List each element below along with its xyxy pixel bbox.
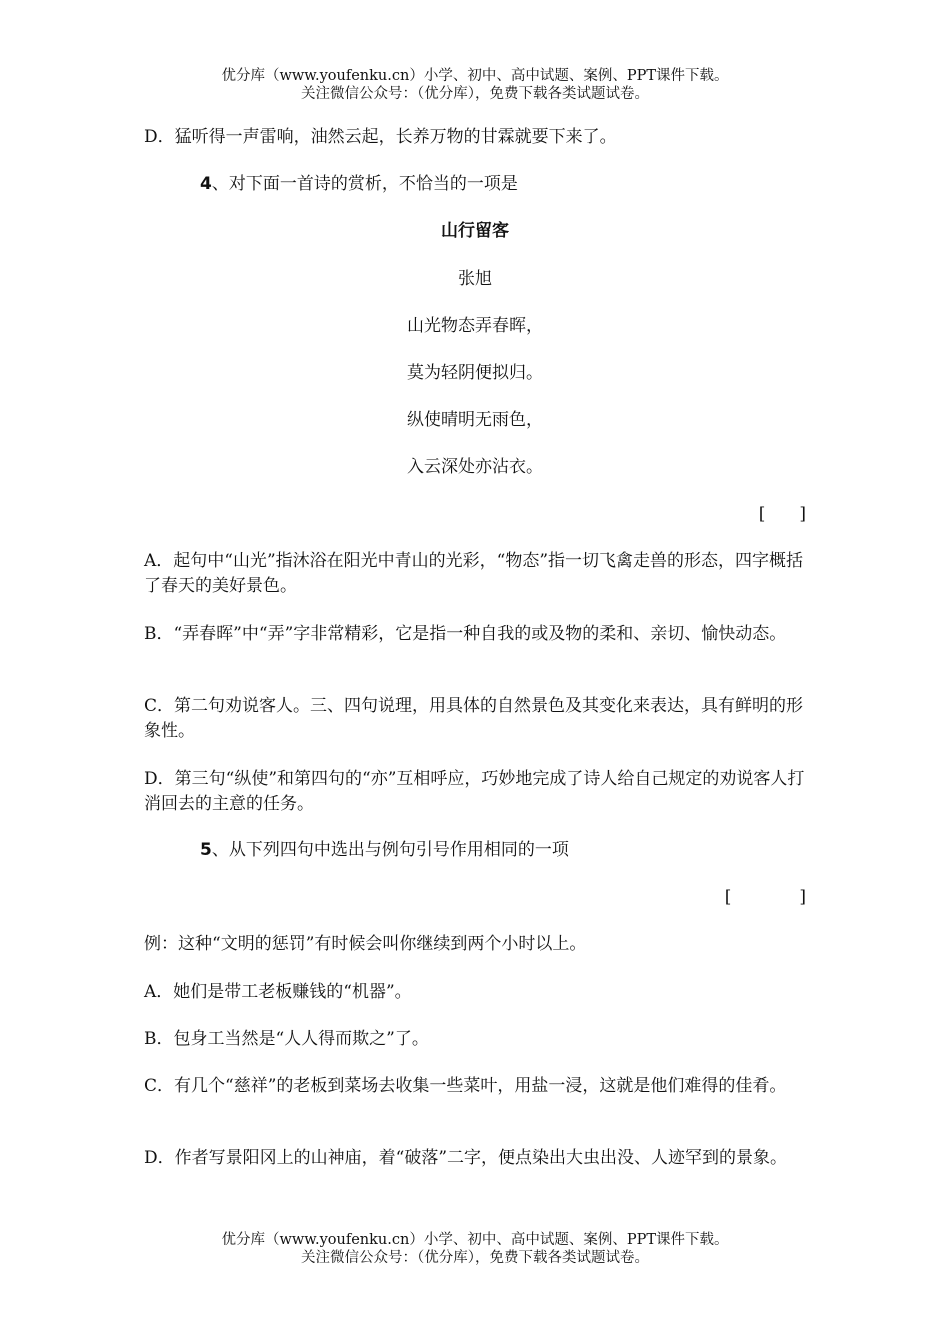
page-footer-line-1: 优分库（www.youfenku.cn）小学、初中、高中试题、案例、PPT课件下载。 — [221, 1232, 729, 1248]
page-header-line-2: 关注微信公众号：（优分库），免费下载各类试题试卷。 — [301, 86, 649, 102]
question-5-option-a: A．她们是带工老板赚钱的“机器”。 — [144, 982, 412, 1002]
page-footer-line-2: 关注微信公众号：（优分库），免费下载各类试题试卷。 — [301, 1250, 649, 1266]
poem-line: 入云深处亦沾衣。 — [407, 457, 543, 477]
poem-title: 山行留客 — [441, 221, 509, 241]
prev-option-d: D．猛听得一声雷响，油然云起，长养万物的甘霖就要下来了。 — [144, 127, 617, 147]
question-5-option-b: B．包身工当然是“人人得而欺之”了。 — [144, 1029, 429, 1049]
question-4-option-c: C．第二句劝说客人。三、四句说理，用具体的自然景色及其变化来表达，具有鲜明的形象性。 — [144, 696, 804, 741]
page-header-line-1: 优分库（www.youfenku.cn）小学、初中、高中试题、案例、PPT课件下载。 — [221, 68, 729, 84]
poem-line: 纵使晴明无雨色， — [407, 410, 543, 430]
question-4-stem — [200, 172, 518, 197]
question-5-option-c: C．有几个“慈祥”的老板到菜场去收集一些菜叶，用盐一浸，这就是他们难得的佳肴。 — [144, 1076, 787, 1096]
poem-line: 莫为轻阴便拟归。 — [407, 363, 543, 383]
question-4-text: 、对下面一首诗的赏析，不恰当的一项是 — [211, 174, 518, 194]
poem-author: 张旭 — [458, 269, 492, 289]
question-4-answer-bracket: [ ] — [758, 504, 806, 524]
question-4-option-b: B．“弄春晖”中“弄”字非常精彩，它是指一种自我的或及物的柔和、亲切、愉快动态。 — [144, 624, 787, 644]
question-5-number: 5 — [200, 840, 212, 860]
question-5-option-d: D．作者写景阳冈上的山神庙，着“破落”二字，便点染出大虫出没、人迹罕到的景象。 — [144, 1148, 788, 1168]
question-4-option-d: D．第三句“纵使”和第四句的“亦”互相呼应，巧妙地完成了诗人给自己规定的劝说客人打消回去的主意的任务。 — [144, 769, 805, 814]
question-5-example: 例：这种“文明的惩罚”有时候会叫你继续到两个小时以上。 — [144, 934, 587, 954]
question-4-number: 4 — [200, 174, 212, 194]
question-5-answer-bracket: [ ] — [724, 887, 806, 907]
question-5-stem — [200, 838, 569, 863]
question-4-option-a: A．起句中“山光”指沐浴在阳光中青山的光彩，“物态”指一切飞禽走兽的形态，四字概括了春天的美好景色。 — [144, 551, 804, 596]
poem-line: 山光物态弄春晖， — [407, 316, 543, 336]
question-5-text: 、从下列四句中选出与例句引号作用相同的一项 — [211, 840, 569, 860]
